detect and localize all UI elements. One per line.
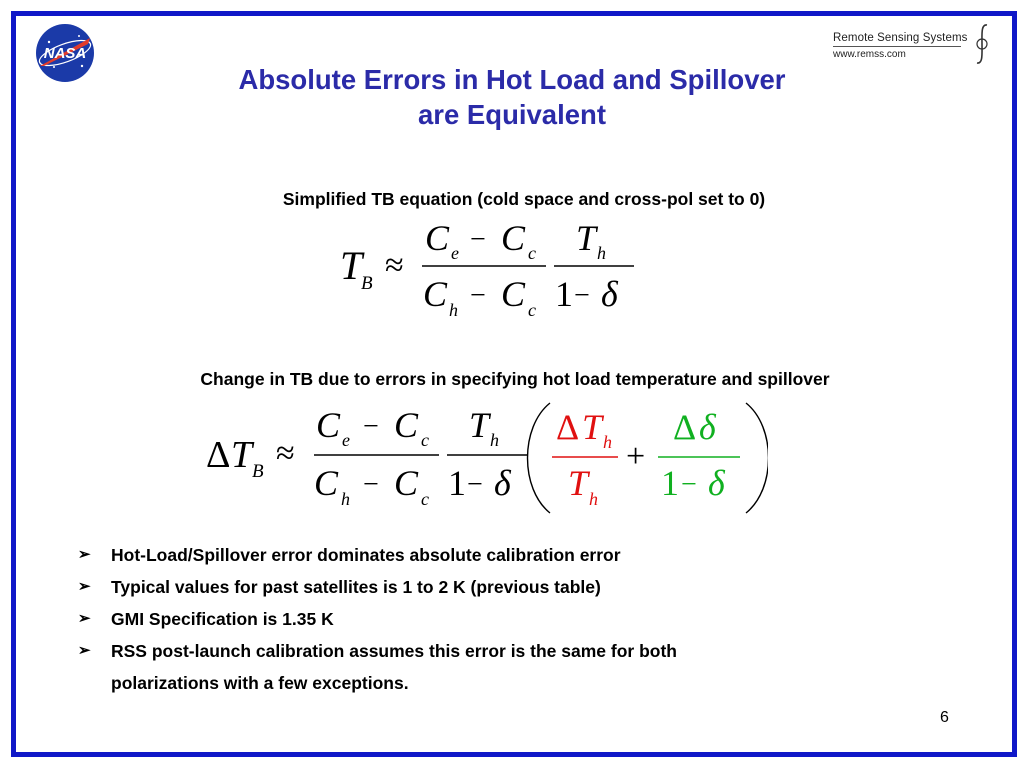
arrow-bullet-icon: ➢ bbox=[78, 546, 91, 563]
eq2-den-minus-2: − bbox=[467, 469, 483, 500]
eq2-num-minus: − bbox=[363, 411, 379, 442]
eq2-green-num-delta: δ bbox=[699, 407, 716, 447]
eq2-approx: ≈ bbox=[276, 435, 295, 472]
eq2-lhs-sub-B: B bbox=[252, 461, 264, 482]
list-item bbox=[78, 571, 958, 603]
rss-logo-divider bbox=[833, 46, 961, 47]
eq1-num-T: T bbox=[576, 218, 597, 258]
eq1-approx: ≈ bbox=[385, 247, 404, 284]
eq2-lhs-T: T bbox=[231, 434, 253, 476]
eq2-green-den-delta: δ bbox=[708, 463, 725, 503]
eq2-red-num-Delta: Δ bbox=[556, 407, 580, 447]
eq1-den-delta: δ bbox=[601, 274, 618, 314]
eq1-num-C1: C bbox=[425, 218, 450, 258]
bullet-text: Hot-Load/Spillover error dominates absolute calibration error bbox=[111, 545, 621, 565]
eq1-den-minus: − bbox=[470, 280, 486, 311]
nasa-logo bbox=[34, 22, 96, 84]
eq2-red-num-sub-h: h bbox=[603, 432, 612, 452]
bullet-text: Typical values for past satellites is 1 to 2 K (previous table) bbox=[111, 577, 601, 597]
rss-logo-url: www.remss.com bbox=[833, 49, 906, 60]
rss-logo-name: Remote Sensing Systems bbox=[833, 32, 968, 44]
eq2-den-delta: δ bbox=[494, 463, 511, 503]
section-heading-change-in-tb: Change in TB due to errors in specifying hot load temperature and spillover bbox=[200, 369, 830, 389]
list-item bbox=[78, 635, 958, 667]
eq2-left-paren bbox=[528, 403, 551, 513]
equation-tb-simplified bbox=[318, 212, 648, 332]
eq1-den-one: 1 bbox=[555, 274, 573, 314]
eq1-num-minus: − bbox=[470, 224, 486, 255]
bullet-list bbox=[78, 539, 958, 699]
nasa-meatball-icon bbox=[34, 22, 96, 84]
eq1-num-sub-h: h bbox=[597, 243, 606, 263]
slide-title bbox=[150, 62, 874, 132]
eq2-den-sub-h: h bbox=[341, 489, 350, 509]
list-item bbox=[78, 539, 958, 571]
eq2-num-T: T bbox=[469, 405, 490, 445]
list-item-continuation bbox=[78, 667, 958, 699]
nasa-logo-text: NASA bbox=[43, 45, 87, 62]
bullet-text: RSS post-launch calibration assumes this error is the same for both bbox=[111, 641, 677, 661]
eq2-num-sub-h: h bbox=[490, 430, 499, 450]
eq2-den-sub-c: c bbox=[421, 489, 429, 509]
eq2-num-sub-c: c bbox=[421, 430, 429, 450]
eq2-num-C1: C bbox=[316, 405, 341, 445]
eq1-lhs-T: T bbox=[340, 243, 363, 288]
eq2-green-term bbox=[661, 407, 726, 503]
title-line-2: are Equivalent bbox=[418, 99, 606, 130]
eq2-den-C1: C bbox=[314, 463, 339, 503]
eq1-lhs-sub-B: B bbox=[361, 273, 373, 294]
eq2-plus: + bbox=[626, 438, 646, 475]
eq1-den-C1: C bbox=[423, 274, 448, 314]
rss-integral-icon bbox=[971, 22, 993, 66]
equation-delta-tb bbox=[198, 397, 768, 519]
arrow-bullet-icon: ➢ bbox=[78, 642, 91, 659]
eq2-red-den-sub-h: h bbox=[589, 489, 598, 509]
eq2-red-den-T: T bbox=[568, 463, 589, 503]
eq1-den-minus-2: − bbox=[574, 280, 590, 311]
eq2-green-num-Delta: Δ bbox=[673, 407, 697, 447]
list-item bbox=[78, 603, 958, 635]
eq1-den-C2: C bbox=[501, 274, 526, 314]
eq1-num-sub-e: e bbox=[451, 243, 459, 263]
eq2-den-C2: C bbox=[394, 463, 419, 503]
title-line-1: Absolute Errors in Hot Load and Spillover bbox=[238, 64, 786, 95]
page-number: 6 bbox=[940, 709, 949, 726]
arrow-bullet-icon: ➢ bbox=[78, 610, 91, 627]
eq2-red-num-T: T bbox=[582, 407, 603, 447]
eq2-right-paren bbox=[746, 403, 768, 513]
eq2-num-sub-e: e bbox=[342, 430, 350, 450]
eq2-green-den-one: 1 bbox=[661, 463, 679, 503]
eq2-num-C2: C bbox=[394, 405, 419, 445]
section-heading-simplified-tb: Simplified TB equation (cold space and cross-pol set to 0) bbox=[282, 189, 766, 209]
eq1-num-C2: C bbox=[501, 218, 526, 258]
eq2-den-one: 1 bbox=[448, 463, 466, 503]
eq1-den-sub-h: h bbox=[449, 300, 458, 320]
bullet-text: GMI Specification is 1.35 K bbox=[111, 609, 334, 629]
eq1-num-sub-c: c bbox=[528, 243, 536, 263]
eq2-lhs-Delta: Δ bbox=[206, 434, 231, 476]
eq2-den-minus: − bbox=[363, 469, 379, 500]
eq2-red-term bbox=[556, 407, 612, 509]
eq2-green-den-minus: − bbox=[681, 469, 697, 500]
arrow-bullet-icon: ➢ bbox=[78, 578, 91, 595]
bullet-continuation-text: polarizations with a few exceptions. bbox=[111, 673, 409, 693]
eq1-den-sub-c: c bbox=[528, 300, 536, 320]
